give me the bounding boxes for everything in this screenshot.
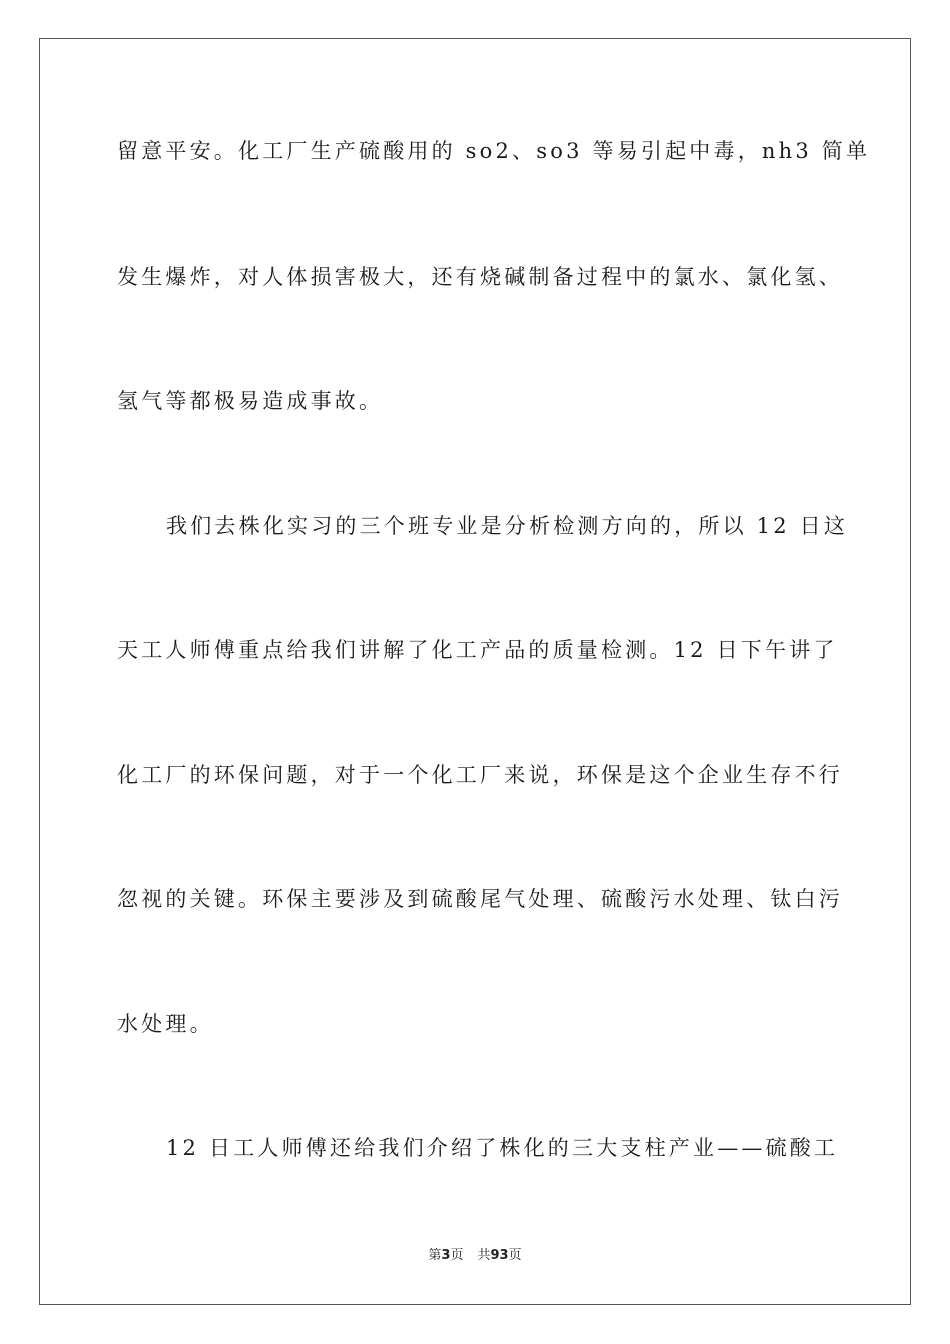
total-suffix: 页 <box>508 1248 522 1263</box>
text-line-1: 留意平安。化工厂生产硫酸用的 so2、so3 等易引起中毒，nh3 简单 <box>117 139 871 163</box>
total-pages: 93 <box>490 1248 509 1263</box>
text-line-6: 化工厂的环保问题，对于一个化工厂来说，环保是这个企业生存不行 <box>117 763 843 787</box>
text-line-9: 12 日工人师傅还给我们介绍了株化的三大支柱产业——硫酸工 <box>166 1136 839 1160</box>
page-border <box>39 38 911 1305</box>
text-line-4: 我们去株化实习的三个班专业是分析检测方向的，所以 12 日这 <box>166 514 849 538</box>
text-line-8: 水处理。 <box>117 1012 214 1036</box>
page-footer <box>0 1247 950 1265</box>
total-prefix: 共 <box>477 1248 491 1263</box>
text-line-5: 天工人师傅重点给我们讲解了化工产品的质量检测。12 日下午讲了 <box>117 638 838 662</box>
text-line-3: 氢气等都极易造成事故。 <box>117 389 384 413</box>
text-line-7: 忽视的关键。环保主要涉及到硫酸尾气处理、硫酸污水处理、钛白污 <box>117 887 843 911</box>
page-number: 3 <box>441 1248 451 1263</box>
page-prefix: 第 <box>428 1248 442 1263</box>
text-line-2: 发生爆炸，对人体损害极大，还有烧碱制备过程中的氯水、氯化氢、 <box>117 265 843 289</box>
page-suffix: 页 <box>450 1248 464 1263</box>
